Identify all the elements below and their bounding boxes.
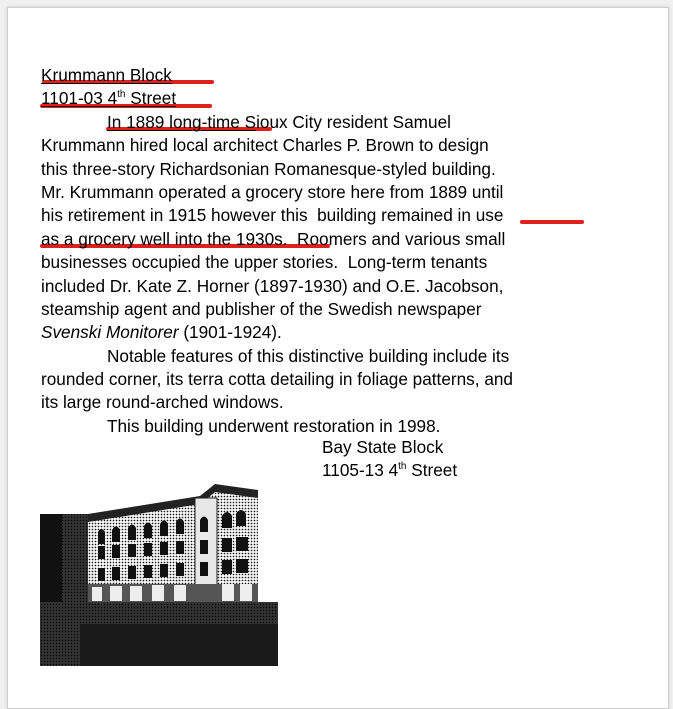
document-address: 1101-03 4th Street — [41, 88, 177, 109]
paragraph1-line1: In 1889 long-time Sioux City resident Samuel — [107, 111, 451, 132]
paragraph3: This building underwent restoration in 1998. — [107, 415, 441, 436]
paragraph1-line2: Krummann hired local architect Charles P. Brown to design — [41, 135, 489, 156]
building-photo — [40, 474, 278, 666]
document-body — [41, 64, 601, 438]
photo-caption — [322, 436, 457, 483]
paragraph1-line9: steamship agent and publisher of the Swedish newspaper — [41, 298, 482, 319]
paragraph2-line3: its large round-arched windows. — [41, 392, 284, 413]
paragraph1-line10: Svenski Monitorer (1901-1924). — [41, 322, 282, 343]
paragraph1-line5: his retirement in 1915 however this building remained in use — [41, 205, 504, 226]
paragraph1-line3: this three-story Richardsonian Romanesque-styled building. — [41, 158, 496, 179]
paragraph1-line8: included Dr. Kate Z. Horner (1897-1930) and O.E. Jacobson, — [41, 275, 504, 296]
paragraph2-line1: Notable features of this distinctive building include its — [107, 345, 510, 366]
document-title: Krummann Block — [41, 65, 172, 85]
caption-address: 1105-13 4th Street — [322, 460, 458, 481]
paragraph2-line2: rounded corner, its terra cotta detailing in foliage patterns, and — [41, 369, 513, 390]
paragraph1-line6: as a grocery well into the 1930s. Roomers and various small — [41, 228, 506, 249]
newspaper-title: Svenski Monitorer — [41, 322, 179, 343]
document-page — [7, 7, 669, 709]
paragraph1-line4: Mr. Krummann operated a grocery store here from 1889 until — [41, 181, 504, 202]
caption-name: Bay State Block — [322, 437, 444, 457]
paragraph1-line7: businesses occupied the upper stories. Long-term tenants — [41, 252, 488, 273]
